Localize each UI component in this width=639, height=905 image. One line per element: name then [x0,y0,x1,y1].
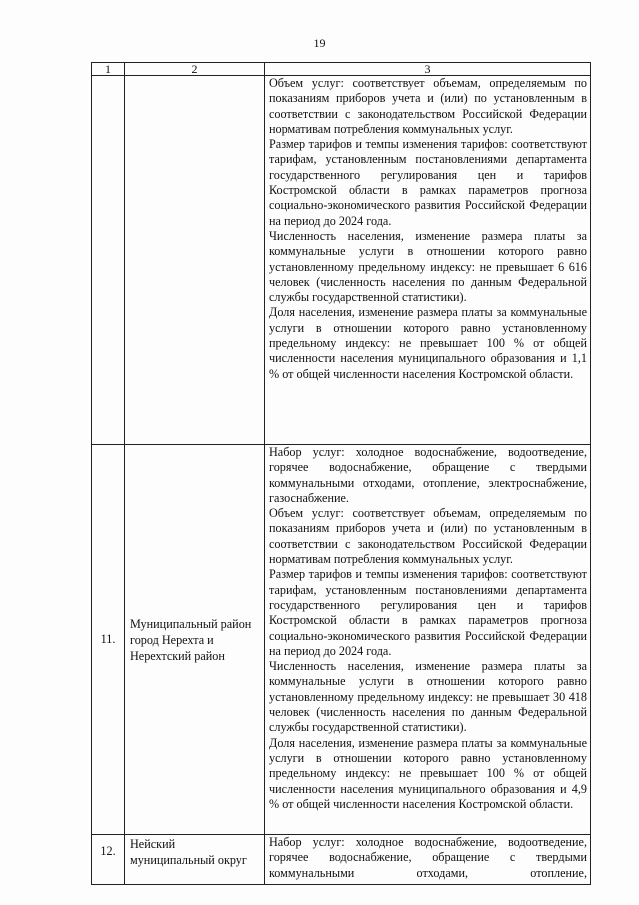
table-header-row [92,63,591,76]
municipality-name [125,76,265,445]
page-number: 19 [313,36,326,50]
description-paragraph: Объем услуг: соответствует объемам, определяемым по показаниям приборов учета и (или) по установленным в соответствии с законодательством Российской Федерации нормативам потребления коммунальных услуг. [269,506,587,567]
municipality-name: Муниципальный район город Нерехта и Нерехтский район [125,445,265,835]
municipality-name: Нейский муниципальный округ [125,835,265,885]
description-paragraph: Доля населения, изменение размера платы за коммунальные услуги в отношении которого равно установленному предельному индексу: не превышает 100 % от общей численности населения муниципального образования и 4,9 % от общей численности населения Костромской области. [269,735,587,811]
row-description [265,835,591,885]
description-paragraph: Набор услуг: холодное водоснабжение, водоотведение, горячее водоснабжение, обращение с твердыми коммунальными отходами, отопление, электроснабжение, газоснабжение. [269,445,587,505]
row-number: 12. [92,835,125,885]
description-paragraph: Доля населения, изменение размера платы за коммунальные услуги в отношении которого равно установленному предельному индексу: не превышает 100 % от общей численности населения муниципального образования и 1,1 % от общей численности населения Костромской области. [269,305,587,381]
description-paragraph: Объем услуг: соответствует объемам, определяемым по показаниям приборов учета и (или) по установленным в соответствии с законодательством Российской Федерации нормативам потребления коммунальных услуг. [269,76,587,136]
table-row [92,445,591,835]
description-paragraph: Размер тарифов и темпы изменения тарифов: соответствуют тарифам, установленным постановлениями департамента государственного регулирования цен и тарифов Костромской области в рамках параметров прогноза социально-экономического развития Российской Федерации на период до 2024 года. [269,137,587,228]
row-description [265,445,591,835]
description-paragraph: Численность населения, изменение размера платы за коммунальные услуги в отношении которого равно установленному предельному индексу: не превышает 6 616 человек (численность населения по данным Федеральной службы государственной статистики). [269,228,587,305]
header-col-2: 2 [125,63,265,76]
description-paragraph: Размер тарифов и темпы изменения тарифов: соответствуют тарифам, установленным постановлениями департамента государственного регулирования цен и тарифов Костромской области в рамках параметров прогноза социально-экономического развития Российской Федерации на период до 2024 года. [269,567,587,658]
services-table [91,62,591,885]
header-col-3: 3 [265,63,591,76]
header-col-1: 1 [92,63,125,76]
row-description [265,76,591,445]
description-paragraph: Набор услуг: холодное водоснабжение, водоотведение, горячее водоснабжение, обращение с твердыми коммунальными отходами, отопление, [269,835,587,880]
table-row [92,76,591,445]
description-paragraph: Численность населения, изменение размера платы за коммунальные услуги в отношении которого равно установленному предельному индексу: не превышает 30 418 человек (численность населения по данным Федеральной службы государственной статистики). [269,659,587,735]
table-row [92,835,591,885]
row-number: 11. [92,445,125,835]
row-number [92,76,125,445]
